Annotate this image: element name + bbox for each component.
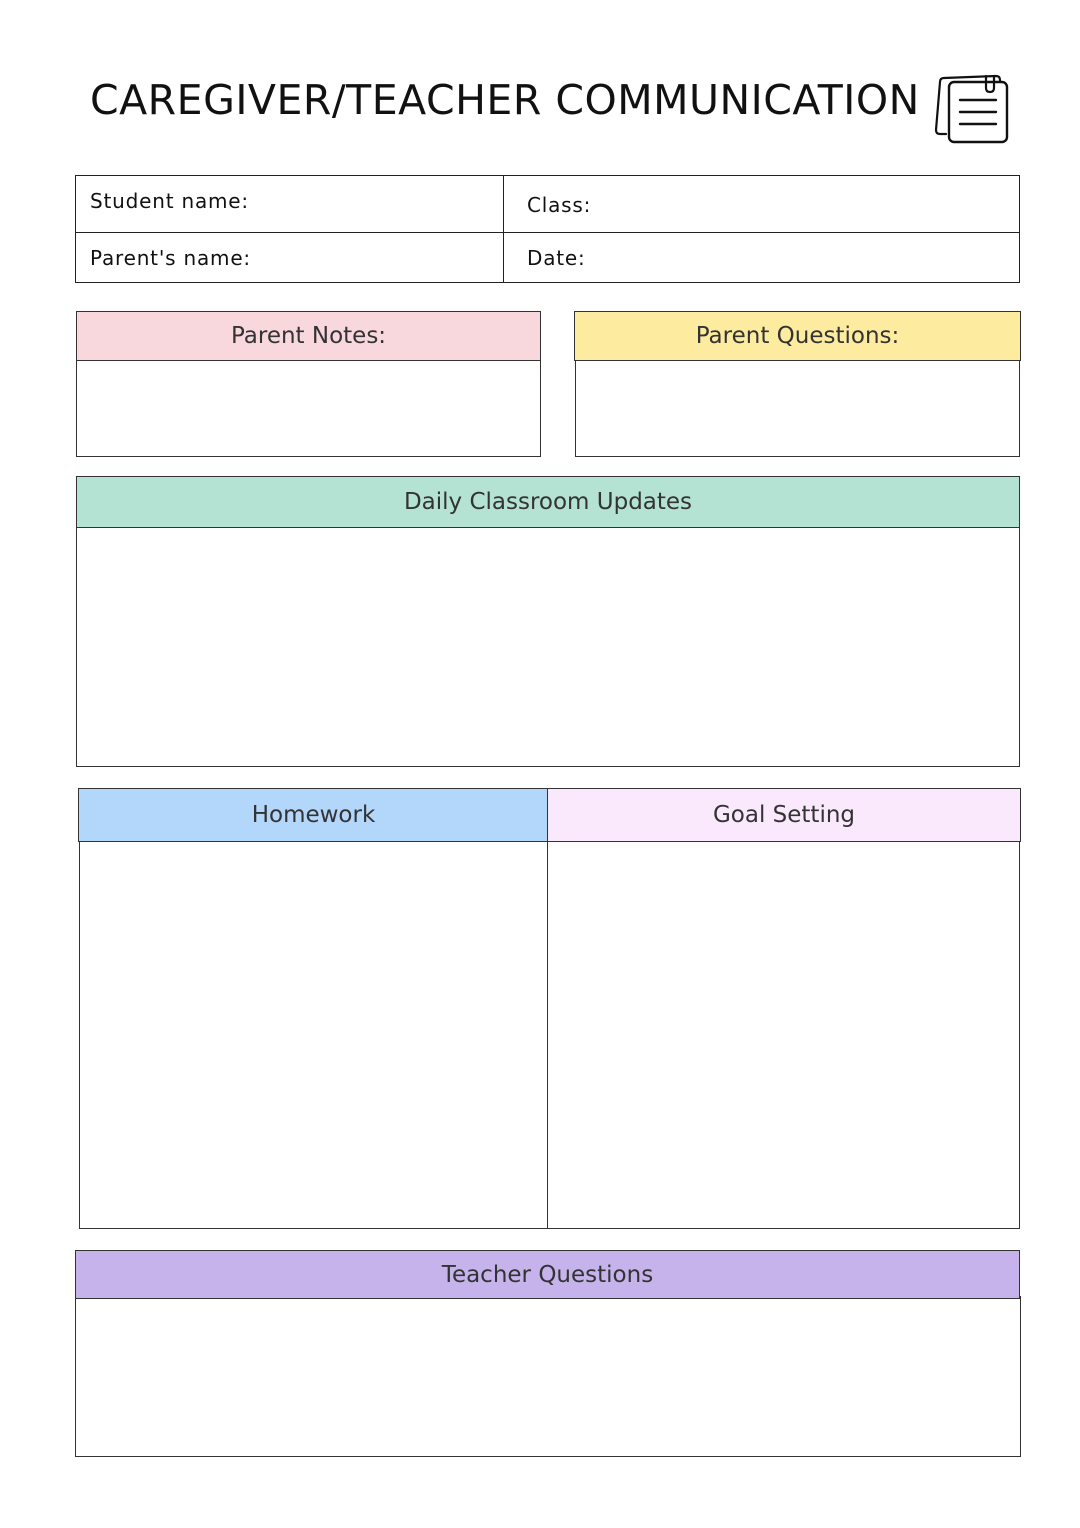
info-table-row-divider <box>76 232 1019 233</box>
notepad-clip-icon <box>934 70 1014 150</box>
goal-setting-area[interactable] <box>550 842 1019 1227</box>
page-title: CAREGIVER/TEACHER COMMUNICATION <box>90 76 920 124</box>
daily-updates-header: Daily Classroom Updates <box>76 476 1020 528</box>
goal-setting-header: Goal Setting <box>547 788 1021 842</box>
info-table-column-divider <box>503 176 504 282</box>
teacher-questions-header: Teacher Questions <box>75 1250 1020 1299</box>
info-table <box>75 175 1020 283</box>
homework-header: Homework <box>78 788 549 842</box>
date-label: Date: <box>527 246 586 270</box>
parent-notes-area[interactable] <box>76 359 541 457</box>
homework-goal-divider <box>547 840 548 1229</box>
teacher-questions-area[interactable] <box>75 1296 1021 1457</box>
class-label: Class: <box>527 193 592 217</box>
student-name-label: Student name: <box>90 189 249 213</box>
daily-updates-area[interactable] <box>76 526 1020 767</box>
parent-questions-area[interactable] <box>575 359 1020 457</box>
parent-notes-header: Parent Notes: <box>76 311 541 361</box>
homework-area[interactable] <box>81 842 546 1227</box>
parent-name-label: Parent's name: <box>90 246 251 270</box>
parent-questions-header: Parent Questions: <box>574 311 1021 361</box>
